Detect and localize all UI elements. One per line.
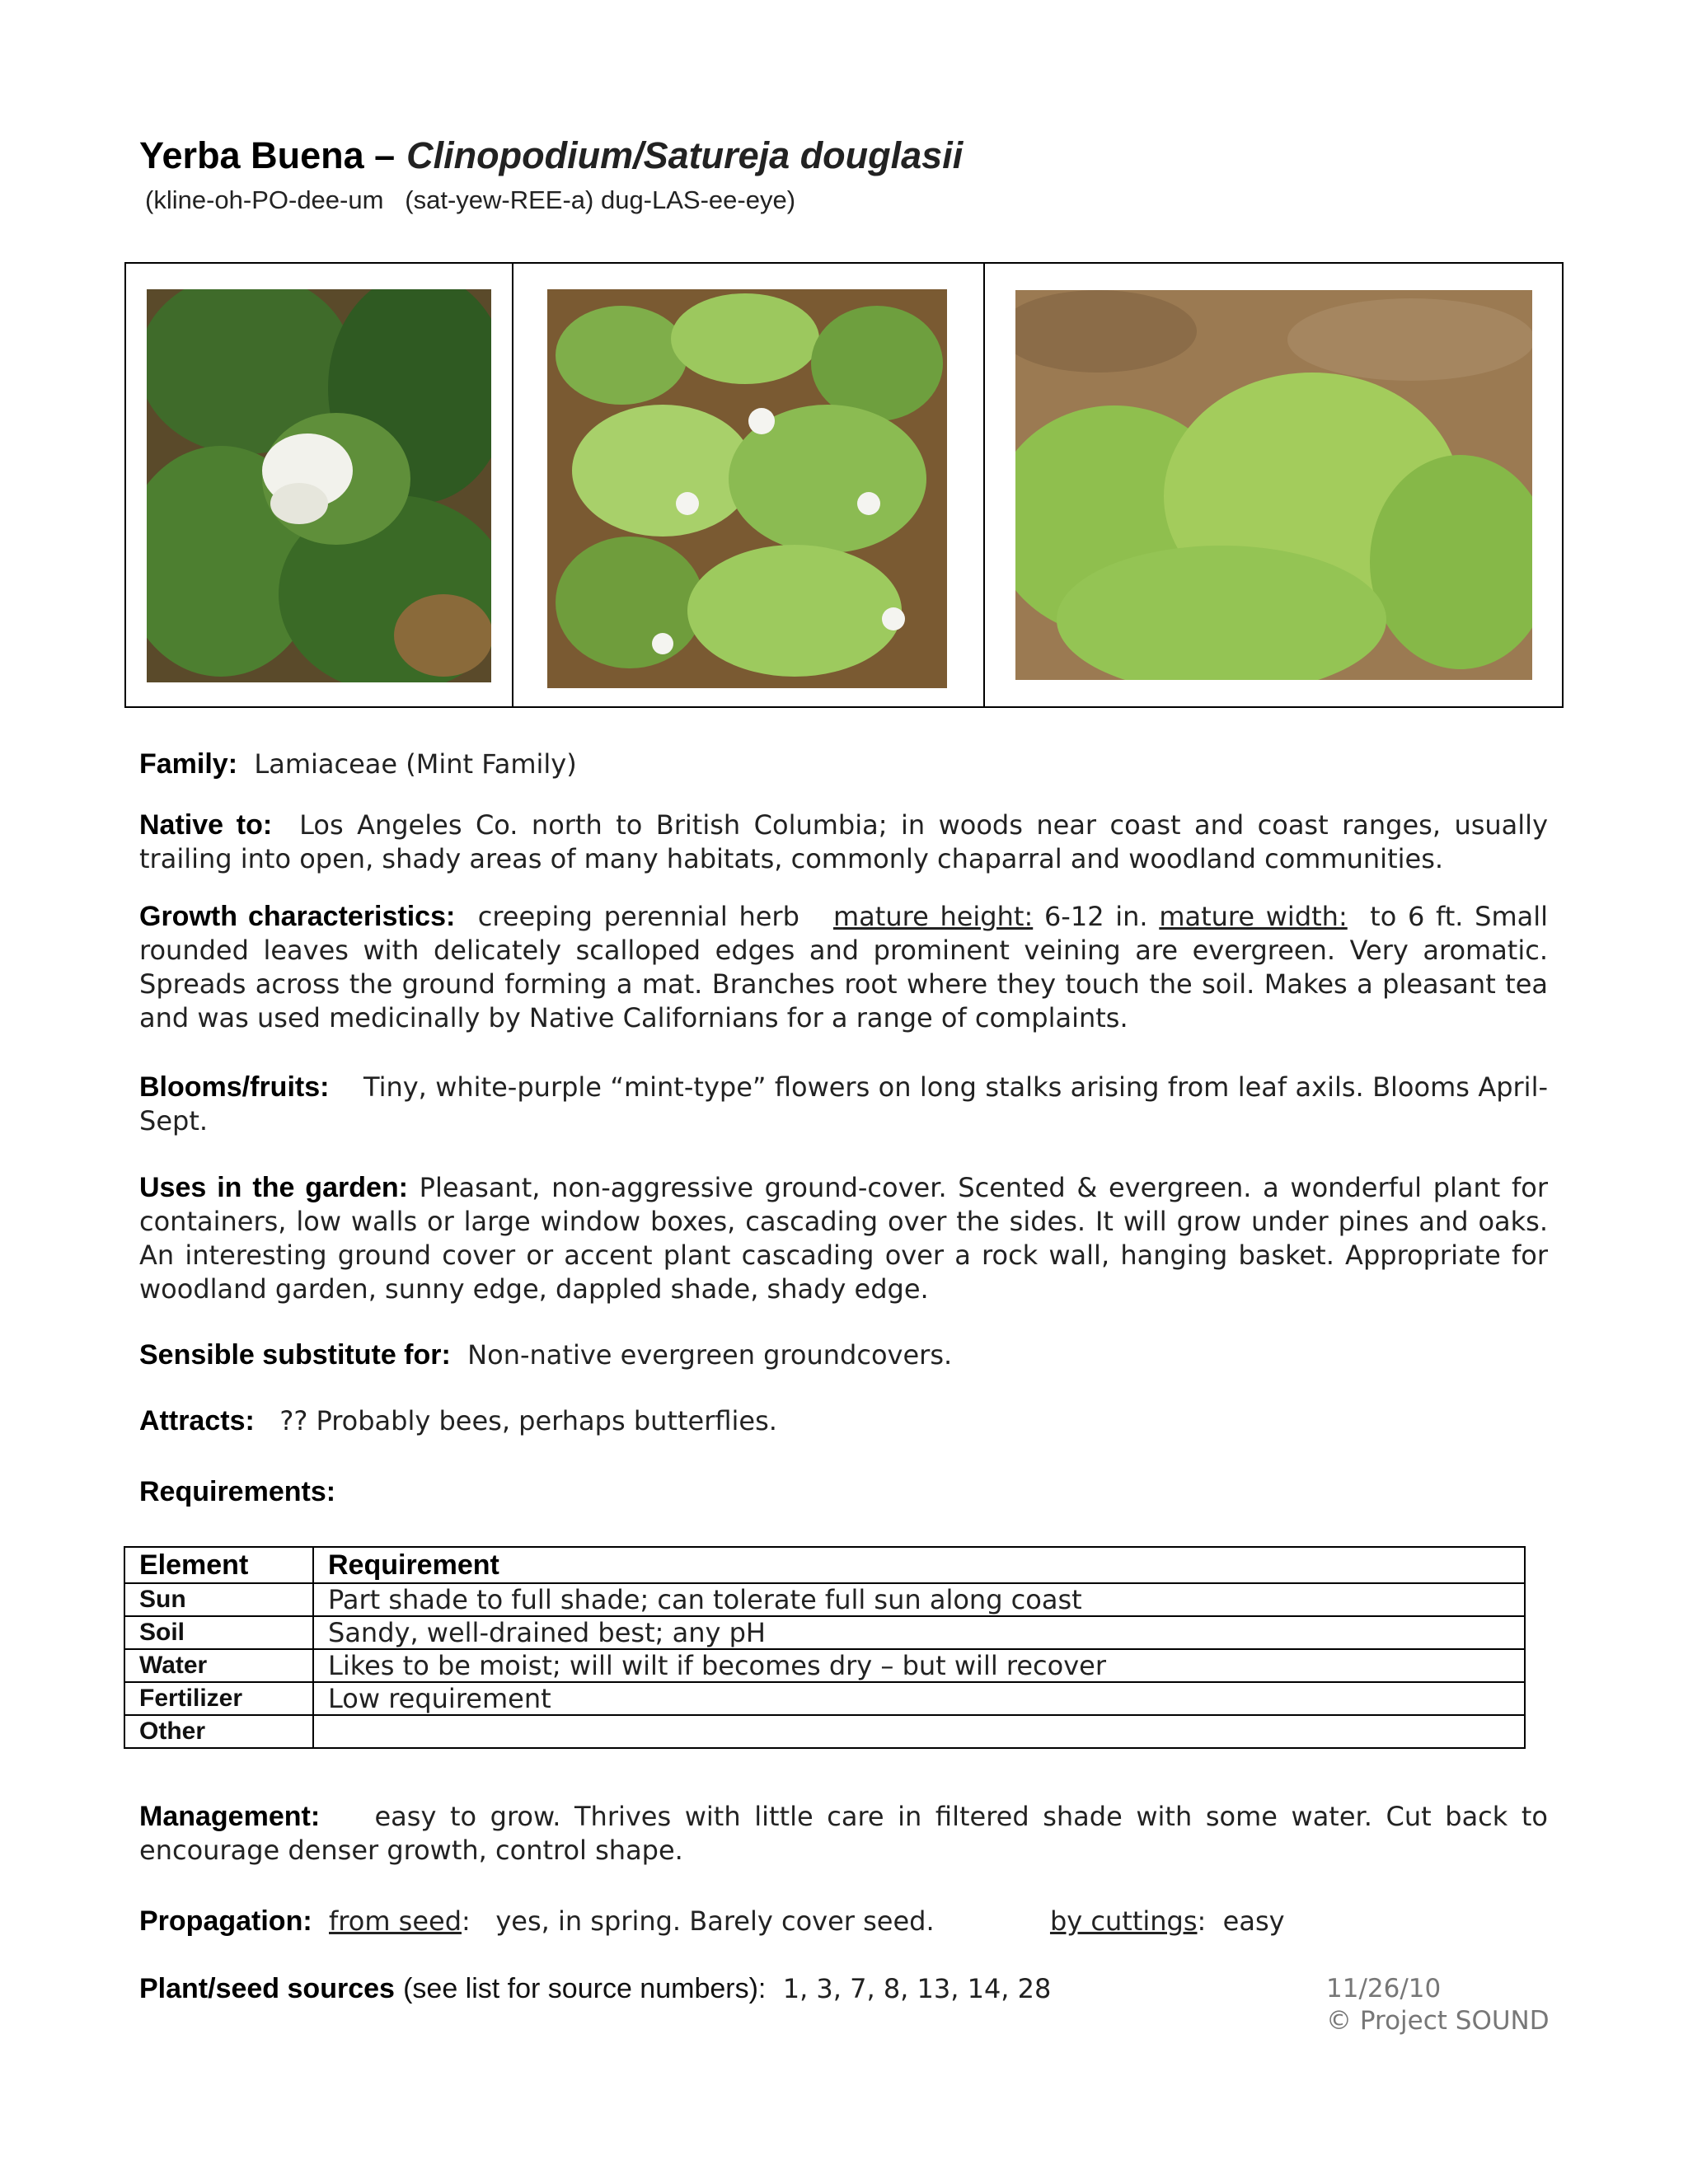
date-stamp: 11/26/10 bbox=[1326, 1974, 1442, 2004]
copyright: © Project SOUND bbox=[1326, 2006, 1550, 2036]
mature-width-value: to 6 ft. bbox=[1370, 901, 1464, 932]
growth-section bbox=[139, 900, 1548, 1035]
requirements-heading bbox=[139, 1475, 1548, 1509]
uses-section bbox=[139, 1171, 1548, 1306]
element-cell: Water bbox=[124, 1649, 313, 1682]
by-cuttings-text: easy bbox=[1222, 1905, 1285, 1937]
mature-height-value: 6-12 in. bbox=[1043, 901, 1148, 932]
propagation-section: Propagation: from seed: yes, in spring. Barely cover seed. by cuttings: easy bbox=[139, 1905, 1285, 1937]
substitute-label: Sensible substitute for: bbox=[139, 1339, 451, 1371]
sources-note: (see list for source numbers): bbox=[403, 1973, 767, 2004]
growth-lead: creeping perennial herb bbox=[477, 901, 799, 932]
substitute-text: Non-native evergreen groundcovers. bbox=[467, 1339, 953, 1371]
table-row bbox=[124, 1715, 1525, 1748]
sources-section bbox=[139, 1972, 1293, 2006]
sources-label: Plant/seed sources bbox=[139, 1973, 395, 2004]
photo-cell-3 bbox=[983, 264, 1562, 706]
family-label: Family: bbox=[139, 748, 238, 780]
table-row bbox=[124, 1649, 1525, 1682]
requirement-cell: Likes to be moist; will wilt if becomes dry – but will recover bbox=[313, 1649, 1525, 1682]
requirement-cell: Sandy, well-drained best; any pH bbox=[313, 1616, 1525, 1649]
attracts-label: Attracts: bbox=[139, 1405, 255, 1436]
from-seed-label: from seed bbox=[329, 1905, 462, 1937]
element-cell: Fertilizer bbox=[124, 1682, 313, 1715]
growth-text: Small rounded leaves with delicately scalloped edges and prominent veining are evergreen. Very aromatic. Spreads across the ground forming a mat. Branches root where they touch the soil. Makes a pleasant tea and was used medicinally by Native Californians for a range of complaints. bbox=[139, 901, 1549, 1033]
blooms-text: Tiny, white-purple “mint-type” flowers on long stalks arising from leaf axils. Blooms April-Sept. bbox=[139, 1071, 1549, 1137]
blooms-section bbox=[139, 1071, 1548, 1138]
native-section bbox=[139, 808, 1548, 876]
attracts-section bbox=[139, 1404, 1548, 1438]
uses-label: Uses in the garden: bbox=[139, 1172, 408, 1203]
mature-height-label: mature height: bbox=[833, 901, 1034, 932]
table-row bbox=[124, 1682, 1525, 1715]
from-seed-text: yes, in spring. Barely cover seed. bbox=[495, 1905, 935, 1937]
by-cuttings-label: by cuttings bbox=[1049, 1905, 1198, 1937]
growth-label: Growth characteristics: bbox=[139, 901, 456, 932]
propagation-label: Propagation: bbox=[139, 1905, 312, 1937]
requirement-cell bbox=[313, 1715, 1525, 1748]
sources-numbers: 1, 3, 7, 8, 13, 14, 28 bbox=[782, 1973, 1052, 2004]
requirement-cell: Low requirement bbox=[313, 1682, 1525, 1715]
table-row bbox=[124, 1583, 1525, 1616]
header-requirement: Requirement bbox=[313, 1547, 1525, 1583]
element-cell: Sun bbox=[124, 1583, 313, 1616]
groundcover-mat-photo bbox=[1015, 290, 1532, 680]
page-title bbox=[139, 134, 963, 177]
management-text: easy to grow. Thrives with little care in filtered shade with some water. Cut back to encourage denser growth, control shape. bbox=[139, 1801, 1549, 1866]
header-element: Element bbox=[124, 1547, 313, 1583]
photo-table bbox=[124, 262, 1564, 708]
substitute-section bbox=[139, 1338, 1548, 1372]
flower-closeup-photo bbox=[147, 289, 491, 682]
blooms-label: Blooms/fruits: bbox=[139, 1071, 330, 1103]
mature-width-label: mature width: bbox=[1159, 901, 1348, 932]
common-name: Yerba Buena – bbox=[139, 134, 396, 176]
attracts-text: ?? Probably bees, perhaps butterflies. bbox=[279, 1405, 777, 1436]
photo-cell-2 bbox=[512, 264, 985, 706]
scientific-name: Clinopodium/Satureja douglasii bbox=[406, 134, 964, 176]
requirements-label: Requirements: bbox=[139, 1476, 336, 1507]
management-section bbox=[139, 1800, 1548, 1868]
element-cell: Soil bbox=[124, 1616, 313, 1649]
management-label: Management: bbox=[139, 1801, 321, 1832]
flower-cluster-photo bbox=[547, 289, 947, 688]
element-cell: Other bbox=[124, 1715, 313, 1748]
requirements-table bbox=[124, 1546, 1526, 1749]
table-header-row bbox=[124, 1547, 1525, 1583]
photo-cell-1 bbox=[126, 264, 513, 706]
requirement-cell: Part shade to full shade; can tolerate full sun along coast bbox=[313, 1583, 1525, 1616]
native-label: Native to: bbox=[139, 809, 273, 841]
uses-text: Pleasant, non-aggressive ground-cover. Scented & evergreen. a wonderful plant for containers, low walls or large window boxes, cascading over the sides. It will grow under pines and oaks. An interesting ground cover or accent plant cascading over a rock wall, hanging basket. Appropriate for woodland garden, sunny edge, dappled shade, shady edge. bbox=[139, 1172, 1549, 1305]
family-text: Lamiaceae (Mint Family) bbox=[254, 748, 577, 780]
pronunciation: (kline-oh-PO-dee-um (sat-yew-REE-a) dug-LAS-ee-eye) bbox=[145, 185, 796, 214]
native-text: Los Angeles Co. north to British Columbia; in woods near coast and coast ranges, usually trailing into open, shady areas of many habitats, commonly chaparral and woodland communities. bbox=[139, 809, 1549, 874]
family-section bbox=[139, 748, 1548, 781]
table-row bbox=[124, 1616, 1525, 1649]
